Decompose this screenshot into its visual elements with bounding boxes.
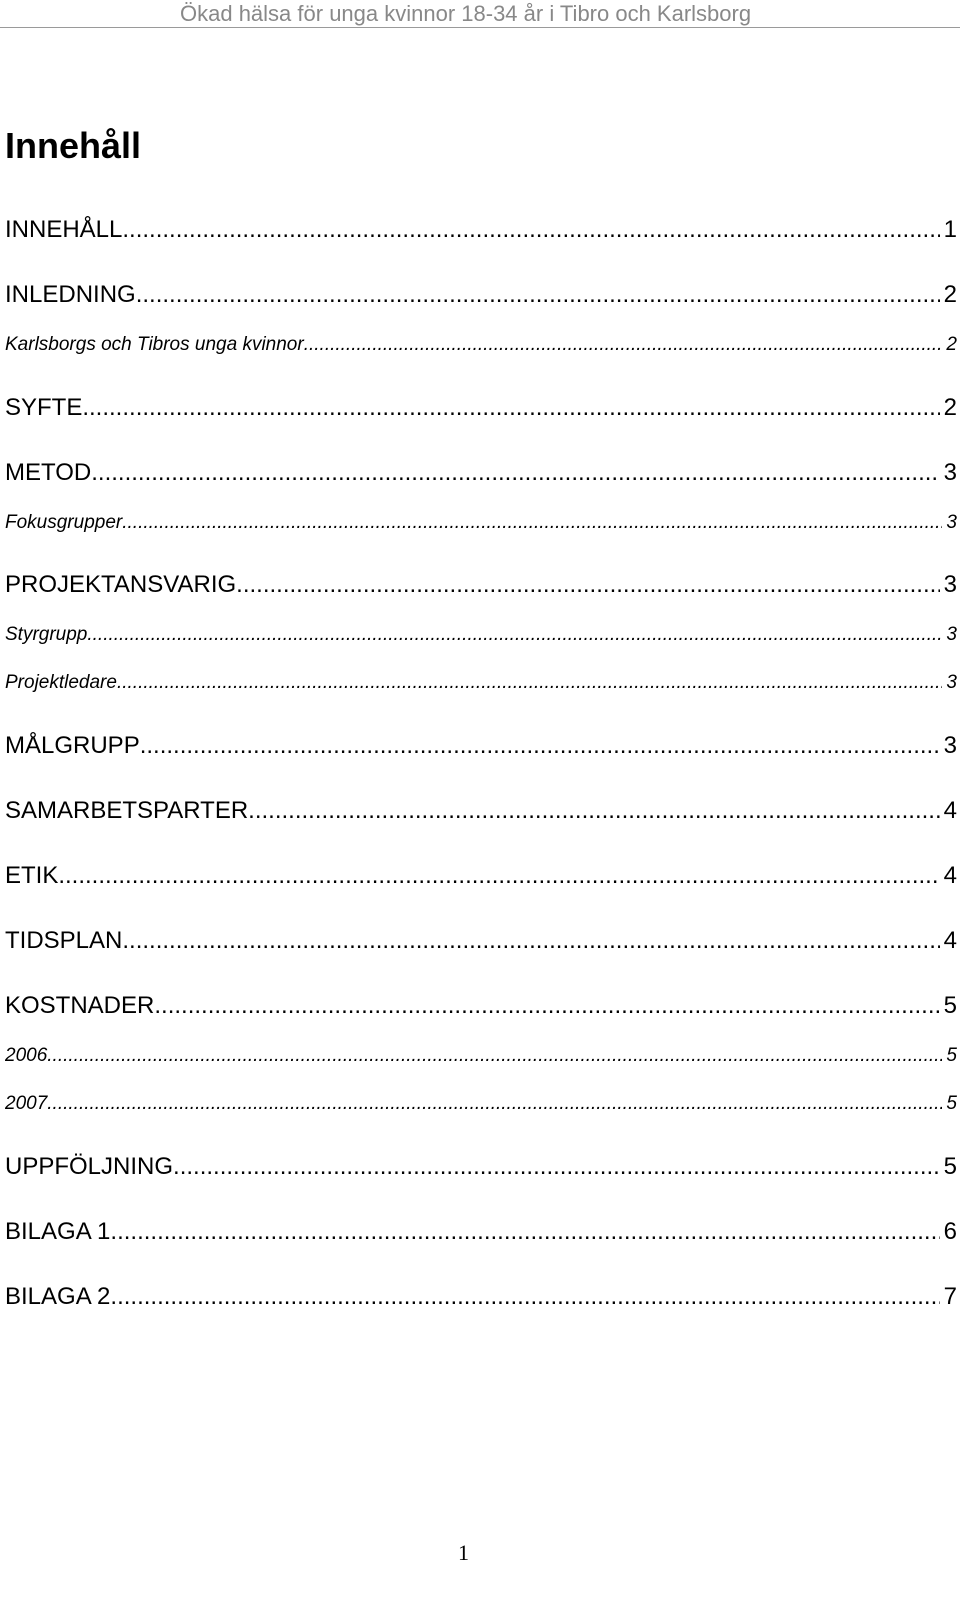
toc-dot-leader — [122, 216, 939, 244]
toc-dot-leader — [304, 334, 943, 356]
toc-dot-leader — [154, 992, 939, 1020]
toc-dot-leader — [117, 672, 942, 694]
toc-dot-leader — [47, 1045, 942, 1067]
toc-entry-label: INLEDNING — [5, 281, 136, 308]
toc-entry-label: Styrgrupp — [5, 624, 88, 645]
toc-dot-leader — [91, 459, 939, 487]
toc-entry-page: 4 — [943, 797, 957, 824]
toc-entry-label: METOD — [5, 459, 92, 486]
toc-entry-label: TIDSPLAN — [5, 927, 123, 954]
toc-entry[interactable] — [5, 1153, 957, 1181]
page-number: 1 — [458, 1540, 469, 1565]
toc-entry-page: 7 — [943, 1283, 957, 1310]
toc-entry-label: Projektledare — [5, 672, 117, 693]
toc-dot-leader — [140, 732, 940, 760]
toc-entry-page: 5 — [946, 1045, 957, 1066]
toc-entry-label: 2006 — [5, 1045, 48, 1066]
toc-dot-leader — [122, 927, 939, 955]
toc-entry-page: 4 — [943, 862, 957, 889]
toc-entry-page: 1 — [943, 216, 957, 243]
toc-entry-label: UPPFÖLJNING — [5, 1153, 174, 1180]
toc-entry-page: 3 — [946, 672, 957, 693]
toc-entry-label: Karlsborgs och Tibros unga kvinnor — [5, 334, 304, 355]
toc-entry-label: BILAGA 1 — [5, 1218, 111, 1245]
toc-dot-leader — [58, 862, 939, 890]
toc-entry[interactable] — [5, 862, 957, 890]
toc-entry[interactable] — [5, 512, 957, 534]
toc-entry-page: 5 — [943, 1153, 957, 1180]
page-header — [0, 0, 960, 28]
toc-dot-leader — [110, 1218, 939, 1246]
toc-entry-page: 3 — [943, 459, 957, 486]
toc-entry-page: 2 — [943, 394, 957, 421]
toc-entry-label: MÅLGRUPP — [5, 732, 140, 759]
toc-entry-label: Fokusgrupper — [5, 512, 123, 533]
toc-entry[interactable] — [5, 281, 957, 309]
toc-entry[interactable] — [5, 1045, 957, 1067]
toc-dot-leader — [136, 281, 940, 309]
toc-entry-label: ETIK — [5, 862, 59, 889]
toc-dot-leader — [87, 624, 942, 646]
toc-entry-page: 2 — [943, 281, 957, 308]
toc-entry[interactable] — [5, 992, 957, 1020]
toc-entry-page: 3 — [943, 571, 957, 598]
toc-entry-label: INNEHÅLL — [5, 216, 123, 243]
toc-title: Innehåll — [5, 125, 142, 166]
toc-entry-page: 5 — [946, 1093, 957, 1114]
toc-entry[interactable] — [5, 1093, 957, 1115]
toc-dot-leader — [236, 571, 939, 599]
toc-entry[interactable] — [5, 732, 957, 760]
toc-entry-page: 3 — [943, 732, 957, 759]
toc-entry[interactable] — [5, 1218, 957, 1246]
toc-dot-leader — [82, 394, 939, 422]
toc-entry-page: 3 — [946, 624, 957, 645]
toc-entry-page: 2 — [946, 334, 957, 355]
toc-entry-label: SYFTE — [5, 394, 83, 421]
running-title: Ökad hälsa för unga kvinnor 18-34 år i Tibro och Karlsborg — [180, 1, 752, 26]
toc-dot-leader — [173, 1153, 940, 1181]
toc-entry-label: BILAGA 2 — [5, 1283, 111, 1310]
toc-entry-label: PROJEKTANSVARIG — [5, 571, 237, 598]
toc-entry[interactable] — [5, 459, 957, 487]
toc-dot-leader — [47, 1093, 942, 1115]
toc-entry[interactable] — [5, 334, 957, 356]
toc-entry[interactable] — [5, 394, 957, 422]
toc-entry-label: SAMARBETSPARTER — [5, 797, 249, 824]
toc-entry[interactable] — [5, 571, 957, 599]
toc-dot-leader — [110, 1283, 939, 1311]
toc-entry-page: 6 — [943, 1218, 957, 1245]
toc-entry-label: 2007 — [5, 1093, 48, 1114]
toc-entry[interactable] — [5, 672, 957, 694]
toc-entry-page: 5 — [943, 992, 957, 1019]
toc-dot-leader — [248, 797, 939, 825]
toc-entry[interactable] — [5, 927, 957, 955]
toc-entry[interactable] — [5, 797, 957, 825]
toc-entry[interactable] — [5, 216, 957, 244]
toc-entry[interactable] — [5, 624, 957, 646]
toc-dot-leader — [122, 512, 942, 534]
toc-entry-label: KOSTNADER — [5, 992, 155, 1019]
toc-entry-page: 4 — [943, 927, 957, 954]
toc-entry[interactable] — [5, 1283, 957, 1311]
toc-entry-page: 3 — [946, 512, 957, 533]
